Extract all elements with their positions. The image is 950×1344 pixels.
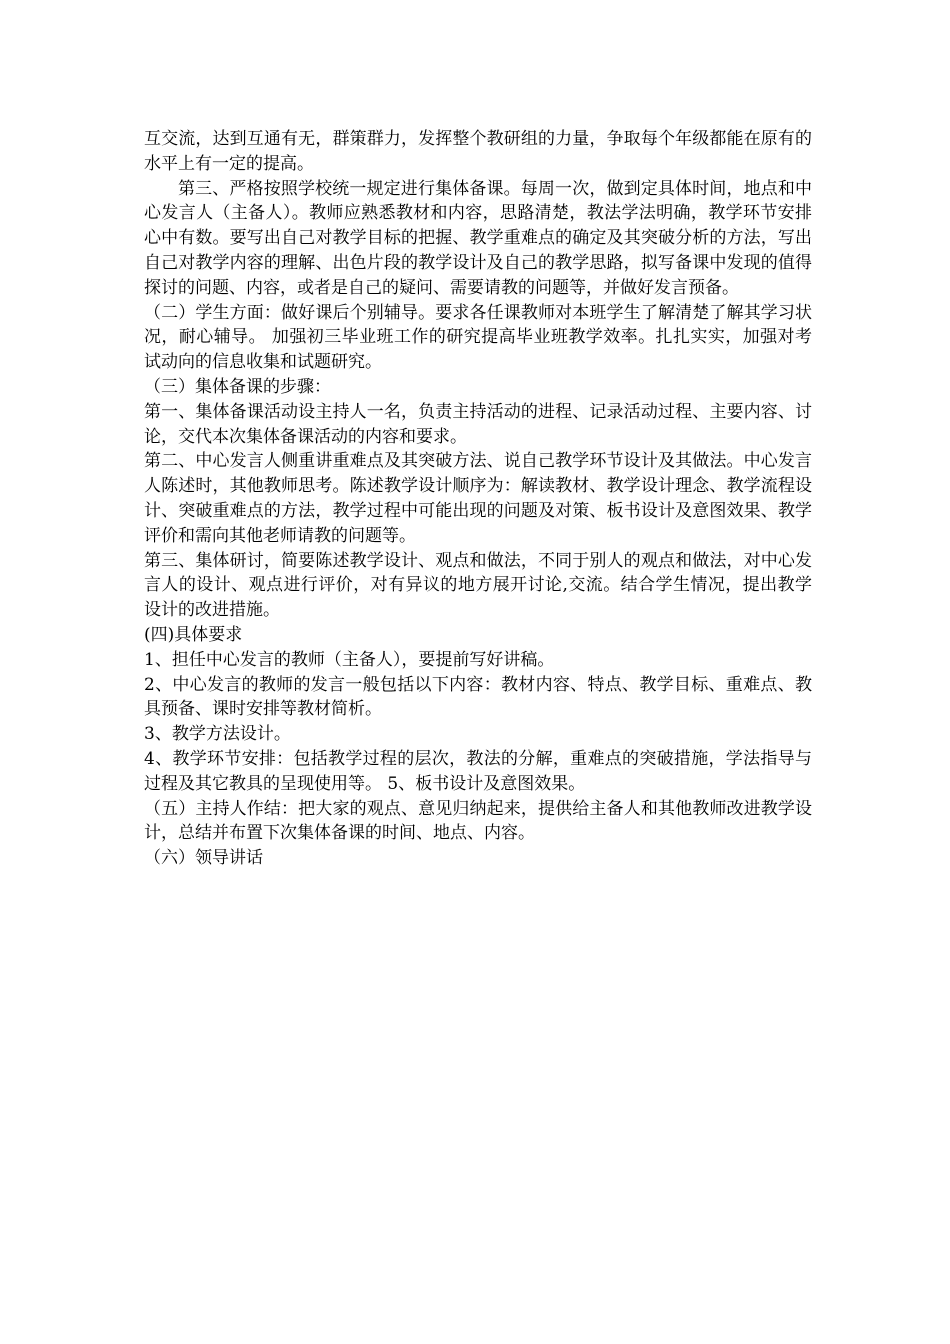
paragraph-step-three: 第三、集体研讨，简要陈述教学设计、观点和做法，不同于别人的观点和做法，对中心发言人的设计、观点进行评价，对有异议的地方展开讨论,交流。结合学生情况，提出教学设计的改进措施。 [144, 550, 812, 621]
paragraph-host-summary: （五）主持人作结：把大家的观点、意见归纳起来，提供给主备人和其他教师改进教学设计，总结并布置下次集体备课的时间、地点、内容。 [144, 798, 812, 844]
list-item-requirement-1: 1、担任中心发言的教师（主备人），要提前写好讲稿。 [144, 649, 555, 670]
section-heading-requirements: (四)具体要求 [144, 624, 243, 645]
document-body [144, 127, 812, 871]
list-item-requirement-2: 2、中心发言的教师的发言一般包括以下内容：教材内容、特点、教学目标、重难点、教具预备、课时安排等教材简析。 [144, 674, 812, 720]
paragraph-third-lesson-prep: 第三、严格按照学校统一规定进行集体备课。每周一次，做到定具体时间，地点和中心发言人（主备人）。教师应熟悉教材和内容，思路清楚，教法学法明确，教学环节安排心中有数。要写出自己对教学目标的把握、教学重难点的确定及其突破分析的方法，写出自己对教学内容的理解、出色片段的教学设计及自己的教学思路，拟写备课中发现的值得探讨的问题、内容，或者是自己的疑问、需要请教的问题等，并做好发言预备。 [144, 178, 812, 298]
paragraph-student-aspect: （二）学生方面：做好课后个别辅导。要求各任课教师对本班学生了解清楚了解其学习状况，耐心辅导。 加强初三毕业班工作的研究提高毕业班教学效率。扎扎实实，加强对考试动向的信息收集和试题研究。 [144, 302, 812, 373]
paragraph-step-two: 第二、中心发言人侧重讲重难点及其突破方法、说自己教学环节设计及其做法。中心发言人陈述时，其他教师思考。陈述教学设计顺序为：解读教材、教学设计理念、教学流程设计、突破重难点的方法，教学过程中可能出现的问题及对策、板书设计及意图效果、教学评价和需向其他老师请教的问题等。 [144, 451, 812, 546]
list-item-requirement-4-5: 4、教学环节安排：包括教学过程的层次，教法的分解，重难点的突破措施，学法指导与过程及其它教具的呈现使用等。 5、板书设计及意图效果。 [144, 748, 812, 794]
paragraph-continuation: 互交流，达到互通有无，群策群力，发挥整个教研组的力量，争取每个年级都能在原有的水平上有一定的提高。 [144, 129, 812, 174]
paragraph-step-one: 第一、集体备课活动设主持人一名，负责主持活动的进程、记录活动过程、主要内容、讨论，交代本次集体备课活动的内容和要求。 [144, 401, 812, 447]
section-heading-leader-speech: （六）领导讲话 [144, 848, 263, 869]
section-heading-steps: （三）集体备课的步骤： [144, 376, 331, 397]
list-item-requirement-3: 3、教学方法设计。 [144, 724, 291, 745]
